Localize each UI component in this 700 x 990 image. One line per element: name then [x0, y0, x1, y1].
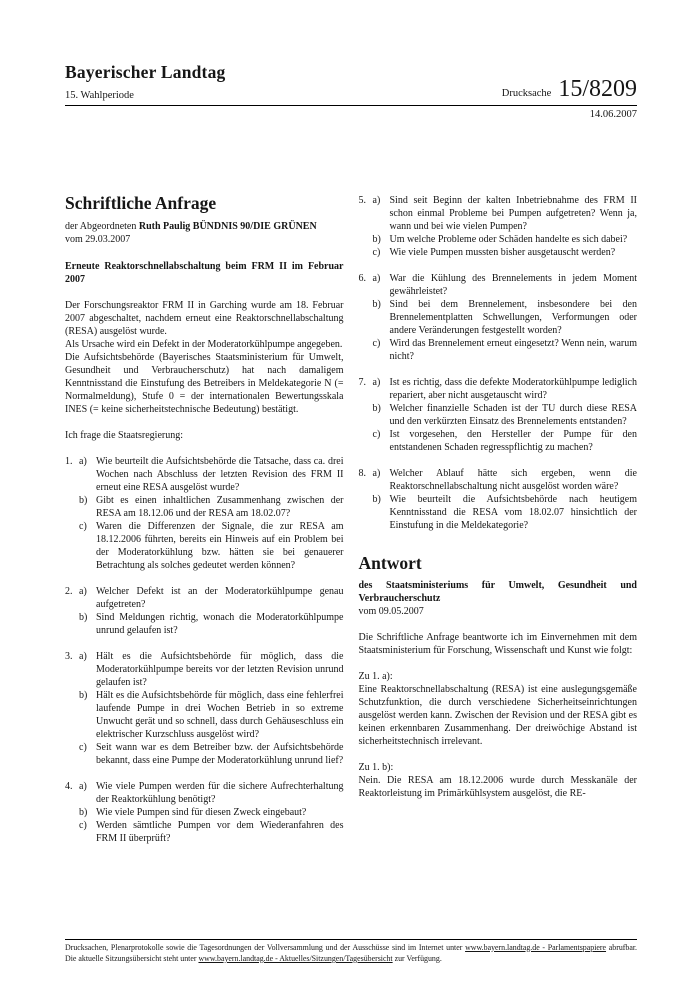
question-part-text: Gibt es einen inhaltlichen Zusammenhang zwischen der RESA am 18.12.06 und der RESA am 18.02.07?: [96, 495, 344, 520]
question-part: [359, 402, 638, 428]
question-part-label: a): [372, 377, 381, 388]
question-block: [65, 780, 344, 845]
question-number: [359, 428, 373, 454]
drucksache-block: [502, 77, 637, 101]
antwort-intro: Die Schriftliche Anfrage beantworte ich im Einvernehmen mit dem Staatsministerium für Forschung, Wissenschaft und Kunst wie folgt:: [358, 632, 637, 657]
antwort-section-text: Eine Reaktorschnellabschaltung (RESA) ist eine auslegungsgemäße Schutzfunktion, die durch verschiedene Sicherheitseinrichtungen ausgelöst werden kann. Zwischen der Revision und der RESA gibt es keinen erkennbaren Zusammenhang. Der dreiwöchige Abstand ist sicherheitstechnisch irrelevant.: [358, 684, 637, 748]
antwort-date: vom 09.05.2007: [358, 606, 424, 618]
question-block: [359, 194, 638, 259]
question-part: [359, 428, 638, 454]
question-number: [359, 298, 373, 337]
question-part-text: Welcher finanzielle Schaden ist der TU durch diese RESA und den verkürzten Einsatz des Brennelements entstanden?: [389, 403, 637, 427]
document-footer: [65, 939, 637, 964]
question-part: [65, 741, 344, 767]
question-part-text: War die Kühlung des Brennelements in jedem Moment gewährleistet?: [389, 273, 637, 297]
question-part-label: a): [79, 781, 87, 793]
question-part: [65, 455, 344, 494]
antwort-sections: [359, 670, 638, 800]
question-number: [359, 233, 373, 246]
question-part: [65, 611, 344, 637]
question-part-label: c): [372, 247, 381, 258]
questions-1-4: [65, 455, 344, 845]
question-block: [359, 467, 638, 532]
question-part-text: Sind seit Beginn der kalten Inbetriebnahme des FRM II schon einmal Probleme bei Pumpen aufgetreten? Wenn ja, wann und bei wie vielen Pumpen?: [389, 195, 637, 232]
question-number: [65, 741, 79, 767]
question-part-label: a): [372, 195, 381, 206]
question-part: [65, 780, 344, 806]
question-part-label: b): [79, 612, 88, 624]
drucksache-number: 15/8209: [558, 76, 637, 102]
question-part-label: c): [372, 338, 381, 349]
question-part-text: Wie viele Pumpen sind für diesen Zweck eingebaut?: [96, 807, 307, 819]
antwort-ministry: des Staatsministeriums für Umwelt, Gesundheit und Verbraucherschutz: [358, 580, 637, 605]
antwort-section: [359, 761, 638, 800]
question-part-text: Um welche Probleme oder Schäden handelte es sich dabei?: [389, 234, 628, 245]
anfrage-date: vom 29.03.2007: [65, 234, 131, 246]
footer-text-3: zur Verfügung.: [392, 953, 442, 963]
question-part-text: Seit wann war es dem Betreiber bzw. der Aufsichtsbehörde bekannt, dass eine Pumpe der Moderatorkühlung unrund lief?: [96, 742, 344, 767]
question-part: [359, 272, 638, 298]
question-part: [359, 233, 638, 246]
questions-5-8: [359, 194, 638, 532]
question-part-label: c): [79, 521, 87, 533]
question-part-text: Wie beurteilt die Aufsichtsbehörde die Tatsache, dass ca. drei Wochen nach Abschluss der letzten Revision des FRM II erneut eine RESA ausgelöst wurde?: [96, 456, 344, 494]
question-part: [65, 650, 344, 689]
question-number: [65, 520, 79, 572]
drucksache-label: Drucksache: [501, 88, 552, 99]
question-number: 3.: [65, 651, 73, 663]
question-part: [359, 467, 638, 493]
question-part-text: Hält es die Aufsichtsbehörde für möglich, dass die Moderatorkühlpumpe bereits vor der letzten Revision unrund gelaufen ist?: [96, 651, 344, 689]
question-number: [65, 494, 79, 520]
question-part-label: a): [372, 468, 381, 479]
institution-title: Bayerischer Landtag: [65, 62, 226, 82]
question-part-label: b): [79, 495, 88, 507]
antwort-section-text: Nein. Die RESA am 18.12.2006 wurde durch Messkanäle der Reaktorleistung im Primärkühlsystem ausgelöst, die RE-: [358, 775, 637, 800]
footer-link-parlamentspapiere[interactable]: www.bayern.landtag.de - Parlamentspapiere: [465, 942, 607, 952]
question-number: [65, 689, 79, 741]
question-part: [65, 819, 344, 845]
question-part-text: Wie viele Pumpen mussten bisher ausgetauscht werden?: [389, 247, 616, 258]
question-part-text: Wird das Brennelement erneut eingesetzt? Wenn nein, warum nicht?: [389, 338, 637, 362]
question-part-text: Waren die Differenzen der Signale, die zur RESA am 18.12.2006 führten, bereits ein Hinweis auf ein Problem bei der Moderatorkühlung bzw. hätten sie bei genauerer Betrachtung als solches gedeutet werden können?: [96, 521, 344, 572]
question-part-text: Sind Meldungen richtig, wonach die Moderatorkühlpumpe unrund gelaufen ist?: [96, 612, 344, 637]
antwort-title: Antwort: [358, 553, 422, 573]
question-part: [359, 337, 638, 363]
question-number: [359, 402, 373, 428]
anfrage-title: Schriftliche Anfrage: [65, 193, 217, 213]
antwort-section: [359, 670, 638, 748]
question-block: [359, 272, 638, 363]
document-body: [65, 194, 637, 858]
question-part-text: Sind bei dem Brennelement, insbesondere bei den Brennelementplatten Schwellungen, Verformungen oder andere Veränderungen festgestellt worden?: [389, 299, 637, 336]
header-rule: [65, 105, 637, 106]
question-number: 4.: [65, 781, 73, 793]
question-number: [65, 806, 79, 819]
byline-prefix: der Abgeordneten: [65, 221, 139, 233]
question-part-text: Wie viele Pumpen werden für die sichere Aufrechterhaltung der Reaktorkühlung benötigt?: [96, 781, 344, 806]
question-block: [65, 585, 344, 637]
question-part: [359, 376, 638, 402]
question-block: [65, 650, 344, 767]
question-part-label: b): [79, 690, 88, 702]
question-part: [65, 494, 344, 520]
question-number: [359, 493, 373, 532]
header-left: [65, 62, 226, 101]
question-part: [65, 806, 344, 819]
anfrage-byline: [65, 220, 344, 233]
antwort-section-label: Zu 1. b):: [358, 762, 394, 774]
footer-text-2: abrufbar. Die aktuelle Sitzungsübersicht steht unter: [65, 942, 638, 963]
question-block: [65, 455, 344, 572]
question-part-label: a): [372, 273, 381, 284]
legislative-period: 15. Wahlperiode: [65, 90, 134, 101]
anfrage-lead-in: Ich frage die Staatsregierung:: [65, 430, 184, 442]
anfrage-paragraph: Der Forschungsreaktor FRM II in Garching wurde am 18. Februar 2007 abgeschaltet, nachdem erneut eine Reaktorschnellabschaltung (RESA) ausgelöst wurde.: [65, 300, 344, 338]
footer-text-1: Drucksachen, Plenarprotokolle sowie die Tagesordnungen der Vollversammlung und der Ausschüsse sind im Internet unter: [65, 942, 466, 952]
right-column: [359, 194, 638, 858]
question-part-text: Werden sämtliche Pumpen vor dem Wiederanfahren des FRM II überprüft?: [96, 820, 344, 845]
question-number: 6.: [358, 273, 366, 284]
question-number: 7.: [358, 377, 366, 388]
question-part: [65, 520, 344, 572]
question-part-label: a): [79, 586, 87, 598]
question-part-text: Wie beurteilt die Aufsichtsbehörde nach heutigem Kenntnisstand die RESA vom 18.02.07 hinsichtlich der Einstufung in die Meldekategorie?: [389, 494, 637, 531]
question-number: [359, 337, 373, 363]
anfrage-paragraphs: [65, 299, 344, 416]
question-part: [65, 689, 344, 741]
question-number: [359, 246, 373, 259]
question-number: [65, 819, 79, 845]
question-number: 5.: [358, 195, 366, 206]
question-part-text: Welcher Defekt ist an der Moderatorkühlpumpe genau aufgetreten?: [96, 586, 344, 611]
question-block: [359, 376, 638, 454]
header-row: [65, 62, 637, 101]
question-part-text: Hält es die Aufsichtsbehörde für möglich, dass eine fehlerfrei laufende Pumpe in drei Wochen Betrieb in so extreme Unwucht gerät und so schnell, dass durch Gehäuseschluss ein elektrischer Kurzschluss ausgelöst wird?: [96, 690, 344, 741]
question-number: [65, 611, 79, 637]
question-part-text: Ist es richtig, dass die defekte Moderatorkühlpumpe lediglich repariert, aber nicht ausgetauscht wird?: [389, 377, 637, 401]
question-part: [359, 493, 638, 532]
question-part-label: c): [372, 429, 381, 440]
question-part: [359, 298, 638, 337]
footer-link-sitzungsuebersicht[interactable]: www.bayern.landtag.de - Aktuelles/Sitzungen/Tagesübersicht: [198, 953, 393, 963]
anfrage-paragraph: Die Aufsichtsbehörde (Bayerisches Staatsministerium für Umwelt, Gesundheit und Verbraucherschutz) hat nach damaligem Kenntnisstand die Einstufung des Betreibers in Meldekategorie N (= Normalmeldung), Stufe 0 = der internationalen Bewertungsskala INES (= keine sicherheitstechnische Bedeutung) bestätigt.: [65, 352, 344, 416]
question-number: 8.: [358, 468, 366, 479]
document-date: 14.06.2007: [589, 109, 637, 120]
question-part: [359, 194, 638, 233]
question-part-label: b): [372, 299, 381, 310]
question-part: [65, 585, 344, 611]
anfrage-paragraph: Als Ursache wird ein Defekt in der Moderatorkühlpumpe angegeben.: [65, 339, 343, 351]
question-number: 1.: [65, 456, 73, 468]
question-part-label: b): [372, 403, 381, 414]
question-part: [359, 246, 638, 259]
document-header: [65, 62, 637, 120]
question-part-text: Welcher Ablauf hätte sich ergeben, wenn die Reaktorschnellabschaltung nicht ausgelöst worden wäre?: [389, 468, 637, 492]
question-part-label: c): [79, 820, 87, 832]
anfrage-subject: Erneute Reaktorschnellabschaltung beim FRM II im Februar 2007: [65, 261, 344, 286]
footer-note: [65, 942, 637, 964]
question-number: 2.: [65, 586, 73, 598]
question-part-label: c): [79, 742, 87, 754]
question-part-label: a): [79, 651, 87, 663]
question-part-label: b): [79, 807, 88, 819]
question-part-text: Ist vorgesehen, den Hersteller der Pumpe für den entstandenen Schaden regresspflichtig zu machen?: [389, 429, 637, 453]
byline-name: Ruth Paulig BÜNDNIS 90/DIE GRÜNEN: [138, 221, 317, 233]
left-column: [65, 194, 344, 858]
question-part-label: b): [372, 494, 381, 505]
antwort-section-label: Zu 1. a):: [358, 671, 393, 683]
question-part-label: a): [79, 456, 87, 468]
question-part-label: b): [372, 234, 381, 245]
